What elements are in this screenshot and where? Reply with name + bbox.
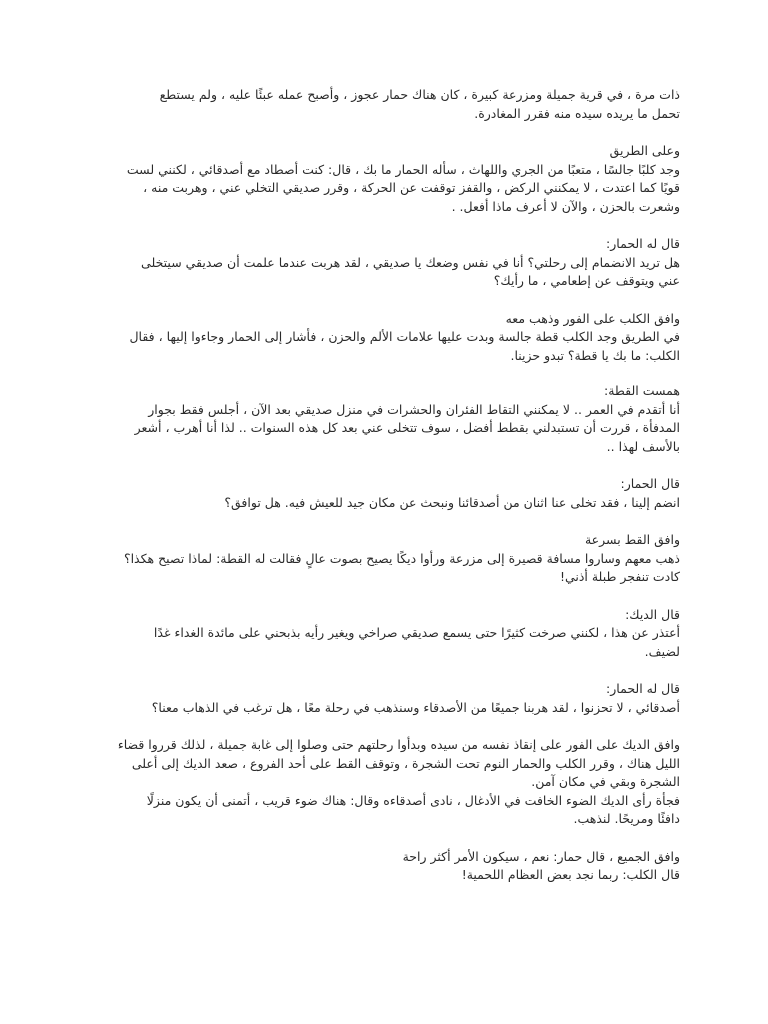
- text-line: تحمل ما يريده سيده منه فقرر المغادرة.: [474, 105, 680, 121]
- text-line: المدفأة ، قررت أن تستبدلني بقطط أفضل ، سوف تتخلى عني بعد كل هذه السنوات .. لذا أنا أهرب ، أشعر: [134, 420, 680, 435]
- paragraph-cat: [88, 310, 680, 366]
- text-line: عني ويتوقف عن إطعامي ، ما رأيك؟: [493, 273, 680, 288]
- text-line: همست القطة:: [604, 383, 680, 398]
- paragraph-rooster-says: [88, 606, 680, 662]
- text-line: قويًا كما اعتدت ، لا يمكنني الركض ، والقفز توقفت عن الحركة ، وقرر صديقي التخلي عني ، وهربت منه ،: [143, 180, 680, 195]
- text-line: قال له الحمار:: [606, 681, 680, 696]
- paragraph-rooster: [88, 531, 680, 587]
- paragraph-ending: [88, 848, 680, 885]
- text-line: أعتذر عن هذا ، لكنني صرخت كثيرًا حتى يسمع صديقي صراخي ويغير رأيه بذبحني على مائدة الغداء غدًا: [153, 625, 680, 640]
- paragraph-donkey-invites-dog: [88, 235, 680, 291]
- text-line: وافق القط بسرعة: [584, 532, 680, 547]
- text-line: أنا أتقدم في العمر .. لا يمكنني التقاط الفئران والحشرات في منزل صديقي بعد الآن ، أجلس فقط بجوار: [148, 401, 680, 417]
- text-line: قال الحمار:: [620, 476, 680, 491]
- paragraph-forest: [88, 736, 680, 829]
- text-line: انضم إلينا ، فقد تخلى عنا اثنان من أصدقائنا ونبحث عن مكان جيد للعيش فيه. هل توافق؟: [224, 494, 680, 510]
- text-line: أصدقائي ، لا تحزنوا ، لقد هربنا جميعًا من الأصدقاء وسنذهب في رحلة معًا ، هل ترغب في الذهاب معنا؟: [151, 699, 680, 715]
- paragraph-cat-whispers: [88, 382, 680, 456]
- text-line: الكلب: ما بك يا قطة؟ تبدو حزينا.: [510, 347, 680, 363]
- text-line: الشجرة وبقي في مكان آمن.: [531, 774, 680, 789]
- text-line: وافق الديك على الفور على إنقاذ نفسه من سيده وبدأوا رحلتهم حتى وصلوا إلى غابة جميلة ، لذلك قرروا قضاء: [117, 737, 680, 752]
- text-line: بالأسف لهذا ..: [606, 438, 680, 454]
- text-line: كادت تنفجر طبلة أذني!: [559, 569, 680, 584]
- text-line: قال الديك:: [625, 606, 680, 622]
- paragraph-donkey-invites-rooster: [88, 680, 680, 717]
- text-line: وافق الجميع ، قال حمار: نعم ، سيكون الأمر أكثر راحة: [402, 848, 680, 864]
- text-line: ذات مرة ، في قرية جميلة ومزرعة كبيرة ، كان هناك حمار عجوز ، وأصبح عمله عبئًا عليه ، ولم يستطع: [159, 87, 680, 102]
- text-line: هل تريد الانضمام إلى رحلتي؟ أنا في نفس وضعك يا صديقي ، لقد هربت عندما علمت أن صديقي سيتخلى: [141, 254, 680, 270]
- paragraph-intro: [88, 86, 680, 123]
- text-line: قال له الحمار:: [606, 236, 680, 251]
- text-line: الليل هناك ، وقرر الكلب والحمار النوم تحت الشجرة ، وتوقف القط على أحد الفروع ، صعد الديك إلى أعلى: [131, 755, 680, 771]
- text-line: وشعرت بالحزن ، والآن لا أعرف ماذا أفعل. .: [451, 198, 680, 214]
- paragraph-dog: [88, 142, 680, 216]
- paragraph-donkey-invites-cat: [88, 475, 680, 512]
- text-line: لضيف.: [644, 643, 680, 659]
- text-line: فجأة رأى الديك الضوء الخافت في الأدغال ، نادى أصدقاءه وقال: هناك ضوء قريب ، أتمنى أن يكون منزلًا: [146, 792, 680, 808]
- text-line: ذهب معهم وساروا مسافة قصيرة إلى مزرعة ورأوا ديكًا يصيح بصوت عالٍ فقالت له القطة: لماذا تصيح هكذا؟: [123, 550, 680, 566]
- text-line: قال الكلب: ربما نجد بعض العظام اللحمية!: [461, 867, 680, 882]
- document-page: [88, 86, 680, 1006]
- text-line: دافئًا ومريحًا. لنذهب.: [573, 811, 680, 826]
- text-line: وافق الكلب على الفور وذهب معه: [505, 310, 680, 326]
- text-line: وجد كلبًا جالسًا ، متعبًا من الجري واللهاث ، سأله الحمار ما بك ، قال: كنت أصطاد مع أصدقائي ، لكنني لست: [126, 161, 680, 177]
- text-line: في الطريق وجد الكلب قطة جالسة وبدت عليها علامات الألم والحزن ، فأشار إلى الحمار وجاءوا إليها ، فقال: [129, 329, 680, 344]
- text-line: وعلى الطريق: [609, 143, 680, 158]
